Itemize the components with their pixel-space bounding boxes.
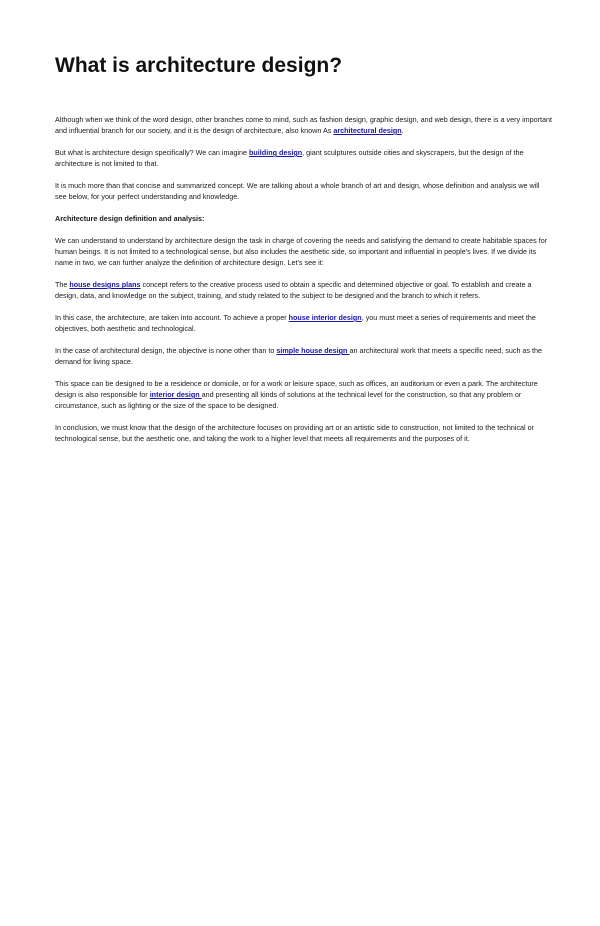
paragraph-text: This space can be designed to be a residence or domicile, or for a work or leisure space, such as offices, an auditorium or even a park. The architecture design is also responsible for (55, 379, 538, 399)
paragraph-conclusion: In conclusion, we must know that the design of the architecture focuses on providing art or an artistic side to construction, not limited to the technical or technological sense, but the aesthetic one, and taking the work to a higher level that meets all requirements and the purposes of it. (55, 423, 535, 443)
link-house-designs-plans[interactable]: house designs plans (69, 280, 141, 289)
paragraph-text: But what is architecture design specifically? We can imagine (55, 148, 250, 157)
paragraph-definition: We can understand to understand by architecture design the task in charge of covering the needs and satisfying the demand to create habitable spaces for human beings. It is not limited to a technological sense, but also includes the aesthetic side, so important and influential in people's lives. If we divide its name in two, we can further analyze the definition of architecture design. Let's see it: (55, 236, 548, 267)
paragraph-text: , giant sculptures outside cities and skyscrapers, but the design of the architecture is not limited to that. (55, 148, 524, 168)
paragraph-building-design (55, 147, 553, 169)
link-building-design[interactable]: building design (249, 148, 303, 157)
page-title: What is architecture design? (55, 54, 343, 77)
article-body (55, 114, 553, 455)
paragraph-text: . (401, 126, 404, 135)
link-interior-design[interactable]: interior design (149, 390, 202, 399)
paragraph-text: , you must meet a series of requirements and meet the objectives, both aesthetic and technological. (55, 313, 536, 333)
paragraph-text: In the case of architectural design, the objective is none other than to (55, 346, 277, 355)
paragraph-house-interior-design (55, 312, 553, 334)
paragraph-concept: It is much more than that concise and summarized concept. We are talking about a whole branch of art and design, whose definition and analysis we will see below, for your perfect understanding and knowledge. (55, 181, 540, 201)
paragraph-intro (55, 114, 553, 136)
section-heading: Architecture design definition and analysis: (55, 214, 205, 223)
paragraph-text: Although when we think of the word design, other branches come to mind, such as fashion design, graphic design, and web design, there is a very important and influential branch for our society, and it is the design of architecture, also known As (55, 115, 553, 135)
paragraph-text: The (55, 280, 70, 289)
paragraph-house-designs-plans (55, 279, 553, 301)
link-architectural-design[interactable]: architectural design (333, 126, 402, 135)
paragraph-text: and presenting all kinds of solutions at the technical level for the construction, so that any problem or circumstance, such as lighting or the size of the space to be designed. (55, 390, 522, 410)
link-simple-house-design[interactable]: simple house design (276, 346, 350, 355)
paragraph-simple-house-design (55, 345, 553, 367)
paragraph-text: an architectural work that meets a specific need, such as the demand for living space. (55, 346, 543, 366)
paragraph-interior-design (55, 378, 553, 411)
paragraph-text: concept refers to the creative process used to obtain a specific and determined objective or goal. To establish and create a design, data, and knowledge on the subject, training, and study related to the subject to be designed and the branch to which it refers. (55, 280, 532, 300)
paragraph-text: In this case, the architecture, are taken into account. To achieve a proper (55, 313, 289, 322)
link-house-interior-design[interactable]: house interior design (288, 313, 362, 322)
